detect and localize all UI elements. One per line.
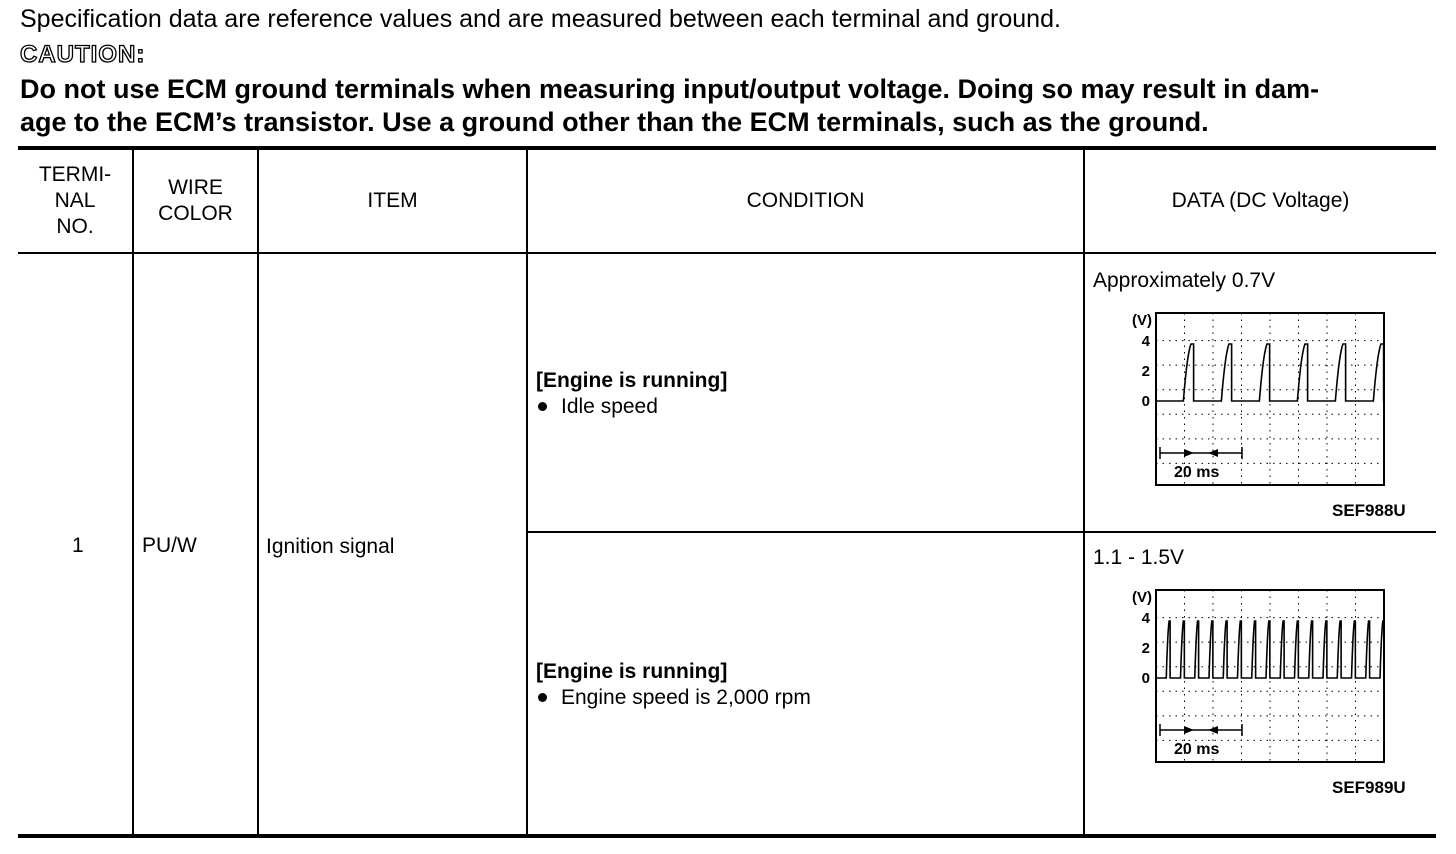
terminal-number: 1 xyxy=(72,534,84,557)
condition-1 xyxy=(536,368,727,420)
header-condition: CONDITION xyxy=(746,189,865,212)
header-wire-line1: WIRE xyxy=(168,176,223,199)
header-bottom-rule xyxy=(18,252,1436,254)
header-terminal-line1: TERMI- xyxy=(38,163,112,186)
header-terminal-line2: NAL xyxy=(54,189,96,212)
arrow-right-icon xyxy=(1184,449,1194,457)
condition-2-bullet-item xyxy=(536,685,811,711)
figure-code-2: SEF989U xyxy=(1332,778,1406,797)
condition-2-title: [Engine is running] xyxy=(536,660,728,683)
header-wire-line2: COLOR xyxy=(158,202,233,225)
header-item: ITEM xyxy=(367,189,418,212)
y-tick-label: 4 xyxy=(1141,333,1150,350)
y-tick-label: 2 xyxy=(1141,640,1150,657)
caution-line-1: Do not use ECM ground terminals when measuring input/output voltage. Doing so may result in dam- xyxy=(20,74,1320,104)
bullet-icon xyxy=(538,402,547,411)
y-unit-label: (V) xyxy=(1132,312,1152,329)
condition-2 xyxy=(536,659,811,711)
y-unit-label: (V) xyxy=(1132,589,1152,606)
condition-2-detail: Engine speed is 2,000 rpm xyxy=(561,686,811,709)
oscilloscope-idle xyxy=(1110,305,1410,495)
condition-1-detail: Idle speed xyxy=(561,395,658,418)
header-terminal-line3: NO. xyxy=(56,215,94,238)
waveform xyxy=(1156,621,1384,678)
y-tick-label: 4 xyxy=(1141,610,1150,627)
waveform xyxy=(1156,344,1384,401)
caution-line-2: age to the ECM’s transistor. Use a ground other than the ECM terminals, such as the ground. xyxy=(20,107,1209,137)
header-data: DATA (DC Voltage) xyxy=(1171,189,1350,212)
y-tick-label: 0 xyxy=(1141,393,1150,410)
y-tick-label: 0 xyxy=(1141,670,1150,687)
intro-text: Specification data are reference values and are measured between each terminal and ground. xyxy=(20,5,1061,33)
caution-heading: CAUTION: xyxy=(20,41,146,68)
time-scale-label: 20 ms xyxy=(1174,741,1220,758)
time-scale-label: 20 ms xyxy=(1174,464,1220,481)
y-tick-label: 2 xyxy=(1141,363,1150,380)
table-bottom-rule xyxy=(18,834,1436,838)
caution-text xyxy=(20,73,1430,139)
header-wire-color xyxy=(134,150,257,252)
bullet-icon xyxy=(538,693,547,702)
data-1-value: Approximately 0.7V xyxy=(1093,269,1276,292)
oscilloscope-2000rpm xyxy=(1110,582,1410,772)
condition-1-title: [Engine is running] xyxy=(536,369,728,392)
figure-code-1: SEF988U xyxy=(1332,501,1406,520)
data-2-value: 1.1 - 1.5V xyxy=(1093,546,1185,569)
arrow-right-icon xyxy=(1184,726,1194,734)
header-terminal-no xyxy=(18,150,132,252)
condition-divider xyxy=(526,531,1436,533)
condition-1-bullet-item xyxy=(536,394,727,420)
wire-color: PU/W xyxy=(142,534,197,557)
item-name: Ignition signal xyxy=(266,535,395,558)
